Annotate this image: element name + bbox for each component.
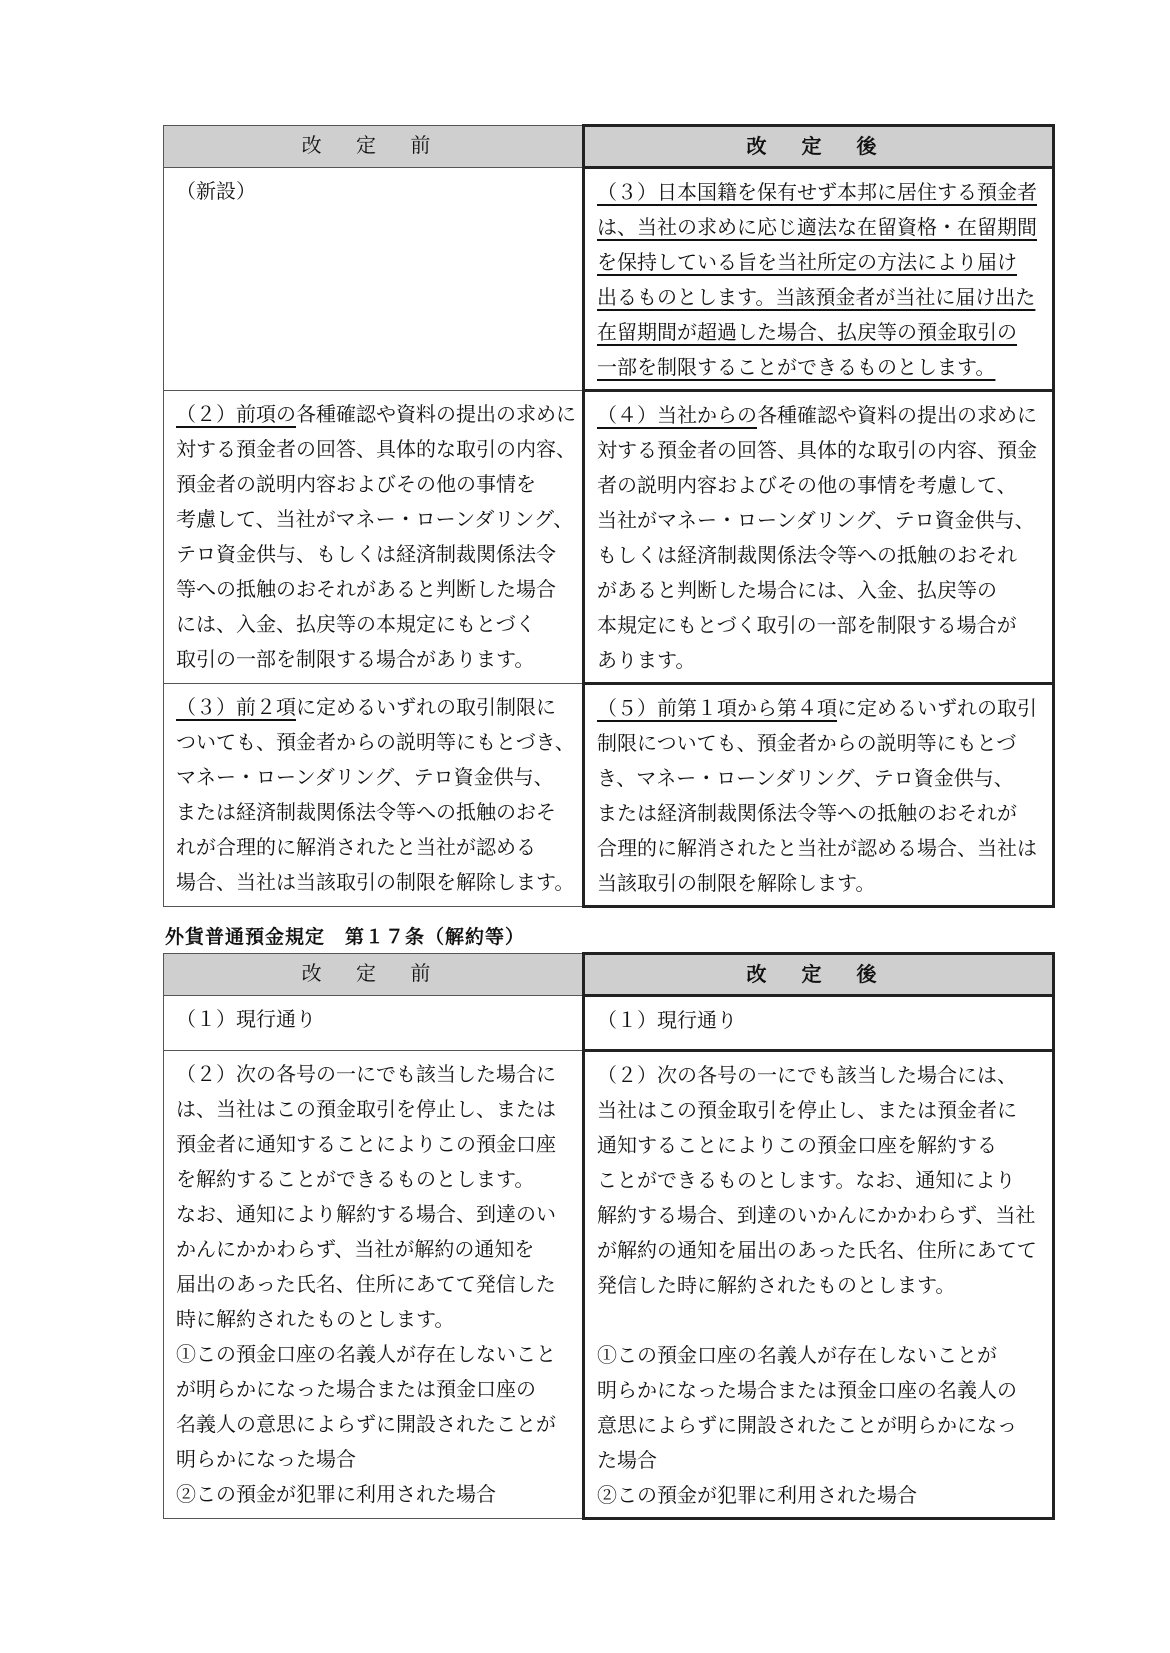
text-line: 各種確認や資料の提出の求めに xyxy=(296,402,576,426)
text-line: 通知することによりこの預金口座を解約する xyxy=(597,1133,997,1157)
text-line: （２）次の各号の一にでも該当した場合に xyxy=(176,1062,556,1086)
text-line: があると判断した場合には、入金、払戻等の xyxy=(597,578,997,602)
text-line: （１）現行通り xyxy=(597,1008,737,1032)
cell-before-row1 xyxy=(164,168,584,391)
text-line: 預金者の説明内容およびその他の事情を xyxy=(176,472,536,496)
text-line: 明らかになった場合 xyxy=(176,1447,356,1471)
text-line: 解約する場合、到達のいかんにかかわらず、当社 xyxy=(597,1203,1036,1227)
text-line: かんにかかわらず、当社が解約の通知を xyxy=(176,1237,535,1261)
text-line: が解約の通知を届出のあった氏名、住所にあてて xyxy=(597,1238,1037,1262)
cell-before-row2 xyxy=(164,1051,584,1519)
text-underlined: （５）前第１項から第４項 xyxy=(597,696,837,720)
text-line: 当社はこの預金取引を停止し、または預金者に xyxy=(597,1098,1017,1122)
cell-after-row2 xyxy=(584,391,1054,684)
text-underlined: （２）前項の xyxy=(176,402,296,426)
comparison-table-2 xyxy=(163,952,1055,1520)
text-line: 明らかになった場合または預金口座の名義人の xyxy=(597,1378,1017,1402)
text-underlined: （３）前２項 xyxy=(176,695,296,719)
text-line: 時に解約されたものとします。 xyxy=(176,1307,455,1331)
text-line: 取引の一部を制限する場合があります。 xyxy=(176,647,535,671)
header-before: 改 定 前 xyxy=(164,954,584,996)
text-line: 場合、当社は当該取引の制限を解除します。 xyxy=(176,870,575,894)
section-title: 外貨普通預金規定 第１７条（解約等） xyxy=(165,926,526,948)
text-line: 当社がマネー・ローンダリング、テロ資金供与、 xyxy=(597,508,1035,532)
text-line: または経済制裁関係法令等への抵触のおそ xyxy=(176,800,556,824)
text-line: は、当社はこの預金取引を停止し、または xyxy=(176,1097,556,1121)
cell-before-row1 xyxy=(164,996,584,1051)
text-line: 在留期間が超過した場合、払戻等の預金取引の xyxy=(597,320,1017,344)
header-before: 改 定 前 xyxy=(164,126,584,168)
text-line: 預金者に通知することによりこの預金口座 xyxy=(176,1132,556,1156)
text-line: に定めるいずれの取引 xyxy=(837,696,1037,720)
blank-line xyxy=(597,1303,1042,1338)
text-line: ②この預金が犯罪に利用された場合 xyxy=(597,1483,917,1507)
text-line: を解約することができるものとします。 xyxy=(176,1167,535,1191)
cell-after-row2 xyxy=(584,1051,1054,1519)
text-line: ①この預金口座の名義人が存在しないことが xyxy=(597,1343,997,1367)
text-line: 等への抵触のおそれがあると判断した場合 xyxy=(176,577,556,601)
text-line: 一部を制限することができるものとします。 xyxy=(597,355,996,379)
text-line: には、入金、払戻等の本規定にもとづく xyxy=(176,612,536,636)
text-line: き、マネー・ローンダリング、テロ資金供与、 xyxy=(597,766,1014,790)
text-line: 名義人の意思によらずに開設されたことが xyxy=(176,1412,556,1436)
text-line: 意思によらずに開設されたことが明らかになっ xyxy=(597,1413,1017,1437)
header-after: 改 定 後 xyxy=(584,954,1054,996)
text-line: ①この預金口座の名義人が存在しないこと xyxy=(176,1342,556,1366)
text-line: なお、通知により解約する場合、到達のい xyxy=(176,1202,556,1226)
text-line: 出るものとします。当該預金者が当社に届け出た xyxy=(597,285,1036,309)
text-line: 当該取引の制限を解除します。 xyxy=(597,871,876,895)
text-underlined: （４）当社からの xyxy=(597,403,757,427)
text-line: または経済制裁関係法令等への抵触のおそれが xyxy=(597,801,1017,825)
text-line: あります。 xyxy=(597,648,696,672)
text-line: 対する預金者の回答、具体的な取引の内容、預金 xyxy=(597,438,1037,462)
cell-after-row1 xyxy=(584,168,1054,391)
comparison-table-1 xyxy=(163,124,1055,908)
text-line: ことができるものとします。なお、通知により xyxy=(597,1168,1016,1192)
text-line: ②この預金が犯罪に利用された場合 xyxy=(176,1482,496,1506)
text-line: 考慮して、当社がマネー・ローンダリング、 xyxy=(176,507,574,531)
text-line: が明らかになった場合または預金口座の xyxy=(176,1377,536,1401)
header-after: 改 定 後 xyxy=(584,126,1054,168)
text-line: ついても、預金者からの説明等にもとづき、 xyxy=(176,730,575,754)
text-line: 制限についても、預金者からの説明等にもとづ xyxy=(597,731,1017,755)
text-line: （新設） xyxy=(176,179,256,203)
cell-after-row3 xyxy=(584,684,1054,907)
cell-before-row3 xyxy=(164,684,584,907)
cell-after-row1 xyxy=(584,996,1054,1051)
text-line: 届出のあった氏名、住所にあてて発信した xyxy=(176,1272,556,1296)
text-line: に定めるいずれの取引制限に xyxy=(296,695,556,719)
text-line: れが合理的に解消されたと当社が認める xyxy=(176,835,536,859)
text-line: 各種確認や資料の提出の求めに xyxy=(757,403,1037,427)
text-line: （１）現行通り xyxy=(176,1007,316,1031)
text-line: 対する預金者の回答、具体的な取引の内容、 xyxy=(176,437,576,461)
text-line: を保持している旨を当社所定の方法により届け xyxy=(597,250,1017,274)
text-line: マネー・ローンダリング、テロ資金供与、 xyxy=(176,765,554,789)
text-line: た場合 xyxy=(597,1448,657,1472)
text-line: （３）日本国籍を保有せず本邦に居住する預金者 xyxy=(597,180,1037,204)
text-line: 合理的に解消されたと当社が認める場合、当社は xyxy=(597,836,1037,860)
text-line: もしくは経済制裁関係法令等への抵触のおそれ xyxy=(597,543,1017,567)
text-line: （２）次の各号の一にでも該当した場合には、 xyxy=(597,1063,1017,1087)
text-line: テロ資金供与、もしくは経済制裁関係法令 xyxy=(176,542,556,566)
text-line: 本規定にもとづく取引の一部を制限する場合が xyxy=(597,613,1017,637)
cell-before-row2 xyxy=(164,391,584,684)
text-line: 者の説明内容およびその他の事情を考慮して、 xyxy=(597,473,1017,497)
text-line: 発信した時に解約されたものとします。 xyxy=(597,1273,956,1297)
text-line: は、当社の求めに応じ適法な在留資格・在留期間 xyxy=(597,215,1037,239)
